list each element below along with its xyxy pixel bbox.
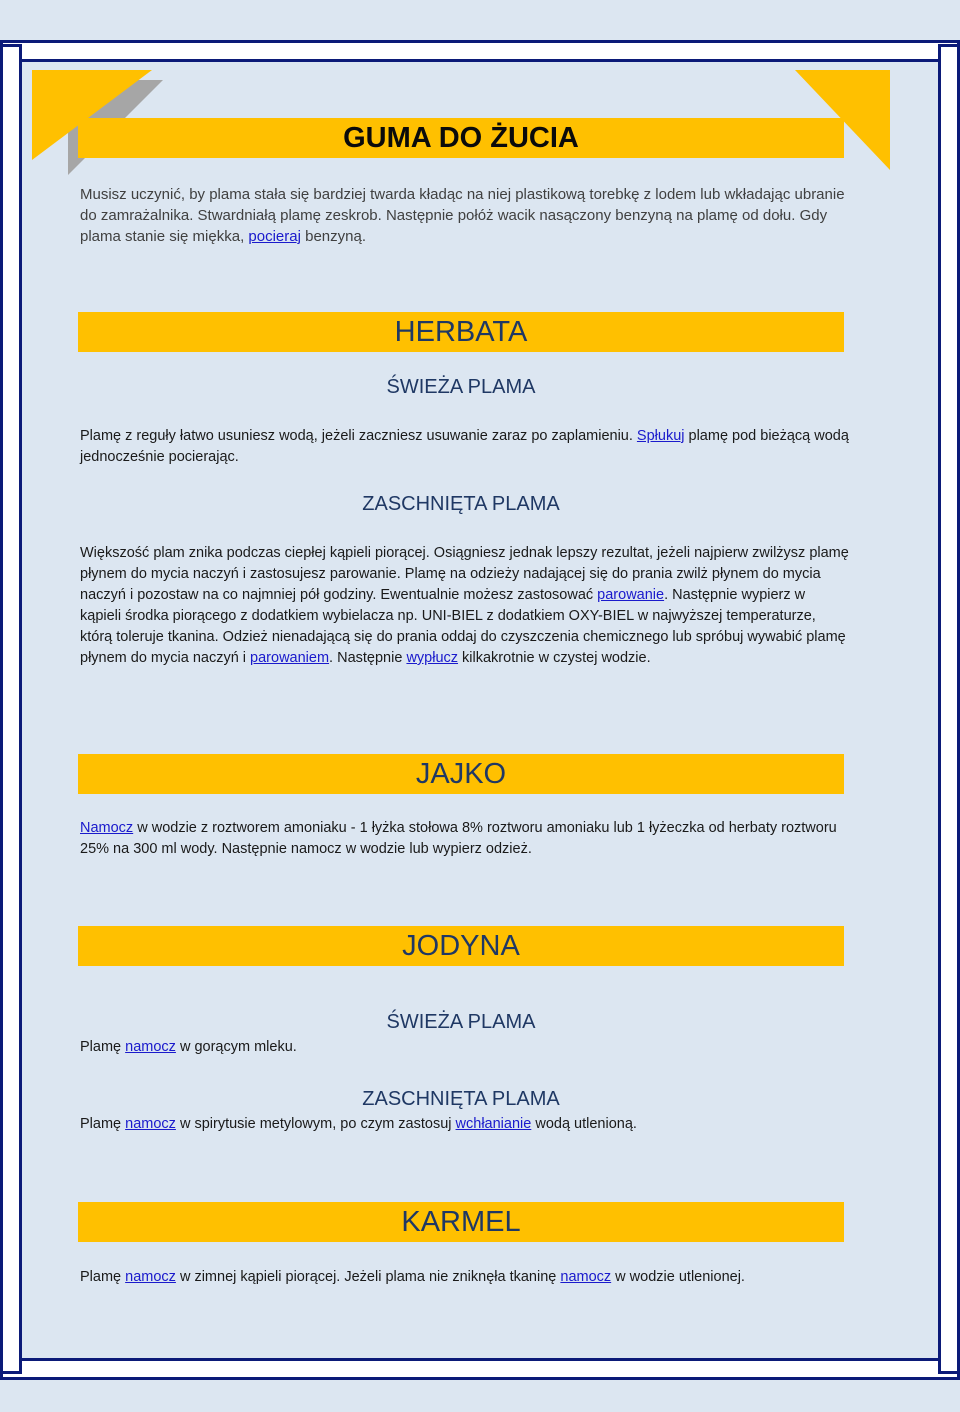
paragraph-text: Musisz uczynić, by plama stała się bardziej twarda kładąc na niej plastikową torebkę z lodem lub wkładając ubranie do zamrażalnika. Stwardniałą plamę zeskrob. Następnie połóż wacik nasączony benzyną na plamę od dołu. Gdy plama stanie się miękka, <box>80 186 845 245</box>
subheading-dried-stain: ZASCHNIĘTA PLAMA <box>362 493 560 515</box>
paragraph-text: w wodzie utlenionej. <box>611 1269 745 1285</box>
section-heading-jajko <box>78 754 844 794</box>
paragraph-text: Plamę <box>80 1116 126 1132</box>
link-parowaniem[interactable]: parowaniem <box>250 650 330 666</box>
subheading-fresh-stain: ŚWIEŻA PLAMA <box>386 376 536 398</box>
paragraph-text: w spirytusie metylowym, po czym zastosuj <box>175 1116 456 1132</box>
link-wyplucz[interactable]: wypłucz <box>406 650 459 666</box>
paragraph-guma <box>80 184 850 247</box>
paragraph-text: w wodzie z roztworem amoniaku - 1 łyżka stołowa 8% roztworu amoniaku lub 1 łyżeczka od herbaty roztworu 25% na 300 ml wody. Następnie namocz w wodzie lub wypierz odzież. <box>80 820 837 857</box>
section-heading-guma <box>78 118 844 158</box>
section-title: KARMEL <box>401 1205 521 1238</box>
paragraph-text: kilkakrotnie w czystej wodzie. <box>458 650 651 666</box>
paragraph-text: benzyną. <box>300 228 366 245</box>
paragraph-text: . Następnie wypierz w kąpieli środka piorącego z dodatkiem wybielacza np. UNI-BIEL z dodatkiem OXY-BIEL w najwyższej temperaturze, którą toleruje tkanina. Odzież nienadającą się do prania oddaj do czyszczenia chemicznego lub spróbuj wywabić plamę płynem do mycia naczyń i <box>80 587 846 666</box>
page-border-top <box>0 40 960 62</box>
link-namocz[interactable]: namocz <box>560 1269 612 1285</box>
paragraph-karmel <box>80 1267 850 1288</box>
page-border-left <box>0 44 22 1374</box>
section-heading-karmel <box>78 1202 844 1242</box>
section-heading-herbata <box>78 312 844 352</box>
section-title: JODYNA <box>402 929 520 962</box>
link-namocz[interactable]: Namocz <box>80 820 134 836</box>
paragraph-text: Plamę z reguły łatwo usuniesz wodą, jeżeli zaczniesz usuwanie zaraz po zaplamieniu. <box>80 428 637 444</box>
link-parowanie[interactable]: parowanie <box>597 587 665 603</box>
link-pocieraj[interactable]: pocieraj <box>248 228 301 245</box>
link-namocz[interactable]: namocz <box>125 1269 176 1285</box>
paragraph-text: wodą utlenioną. <box>531 1116 637 1132</box>
link-namocz[interactable]: namocz <box>125 1039 176 1055</box>
paragraph-text: Większość plam znika podczas ciepłej kąpieli piorącej. Osiągniesz jednak lepszy rezultat, jeżeli najpierw zwilżysz plamę płynem do mycia naczyń i zastosujesz parowanie. Plamę na odzieży nadającej się do prania zwilż płynem do mycia naczyń i pozostaw na co najmniej pół godziny. Ewentualnie możesz zastosować <box>80 545 849 603</box>
paragraph-text: w zimnej kąpieli piorącej. Jeżeli plama nie zniknęła tkaninę <box>175 1269 561 1285</box>
link-wchlanianie[interactable]: wchłanianie <box>455 1116 532 1132</box>
paragraph-text: Plamę <box>80 1269 126 1285</box>
link-splukuj[interactable]: Spłukuj <box>636 428 685 444</box>
paragraph-text: plamę pod bieżącą wodą jednocześnie pocierając. <box>80 428 849 465</box>
section-heading-jodyna <box>78 926 844 966</box>
subheading-dried-stain: ZASCHNIĘTA PLAMA <box>362 1088 560 1110</box>
subheading-fresh-stain: ŚWIEŻA PLAMA <box>386 1011 536 1033</box>
page-border-bottom <box>0 1358 960 1380</box>
paragraph-text: Plamę <box>80 1039 126 1055</box>
section-title: HERBATA <box>394 315 528 348</box>
paragraph-jajko <box>80 818 850 860</box>
paragraph-herbata-dried <box>80 543 850 669</box>
paragraph-herbata-fresh <box>80 426 850 468</box>
paragraph-jodyna-dried <box>80 1114 850 1135</box>
page-border-right <box>938 44 960 1374</box>
paragraph-text: w gorącym mleku. <box>175 1039 297 1055</box>
paragraph-jodyna-fresh <box>80 1037 850 1058</box>
section-title: GUMA DO ŻUCIA <box>343 121 579 154</box>
paragraph-text: . Następnie <box>329 650 407 666</box>
link-namocz[interactable]: namocz <box>125 1116 176 1132</box>
page-content-area <box>32 68 890 1340</box>
section-title: JAJKO <box>415 757 507 790</box>
